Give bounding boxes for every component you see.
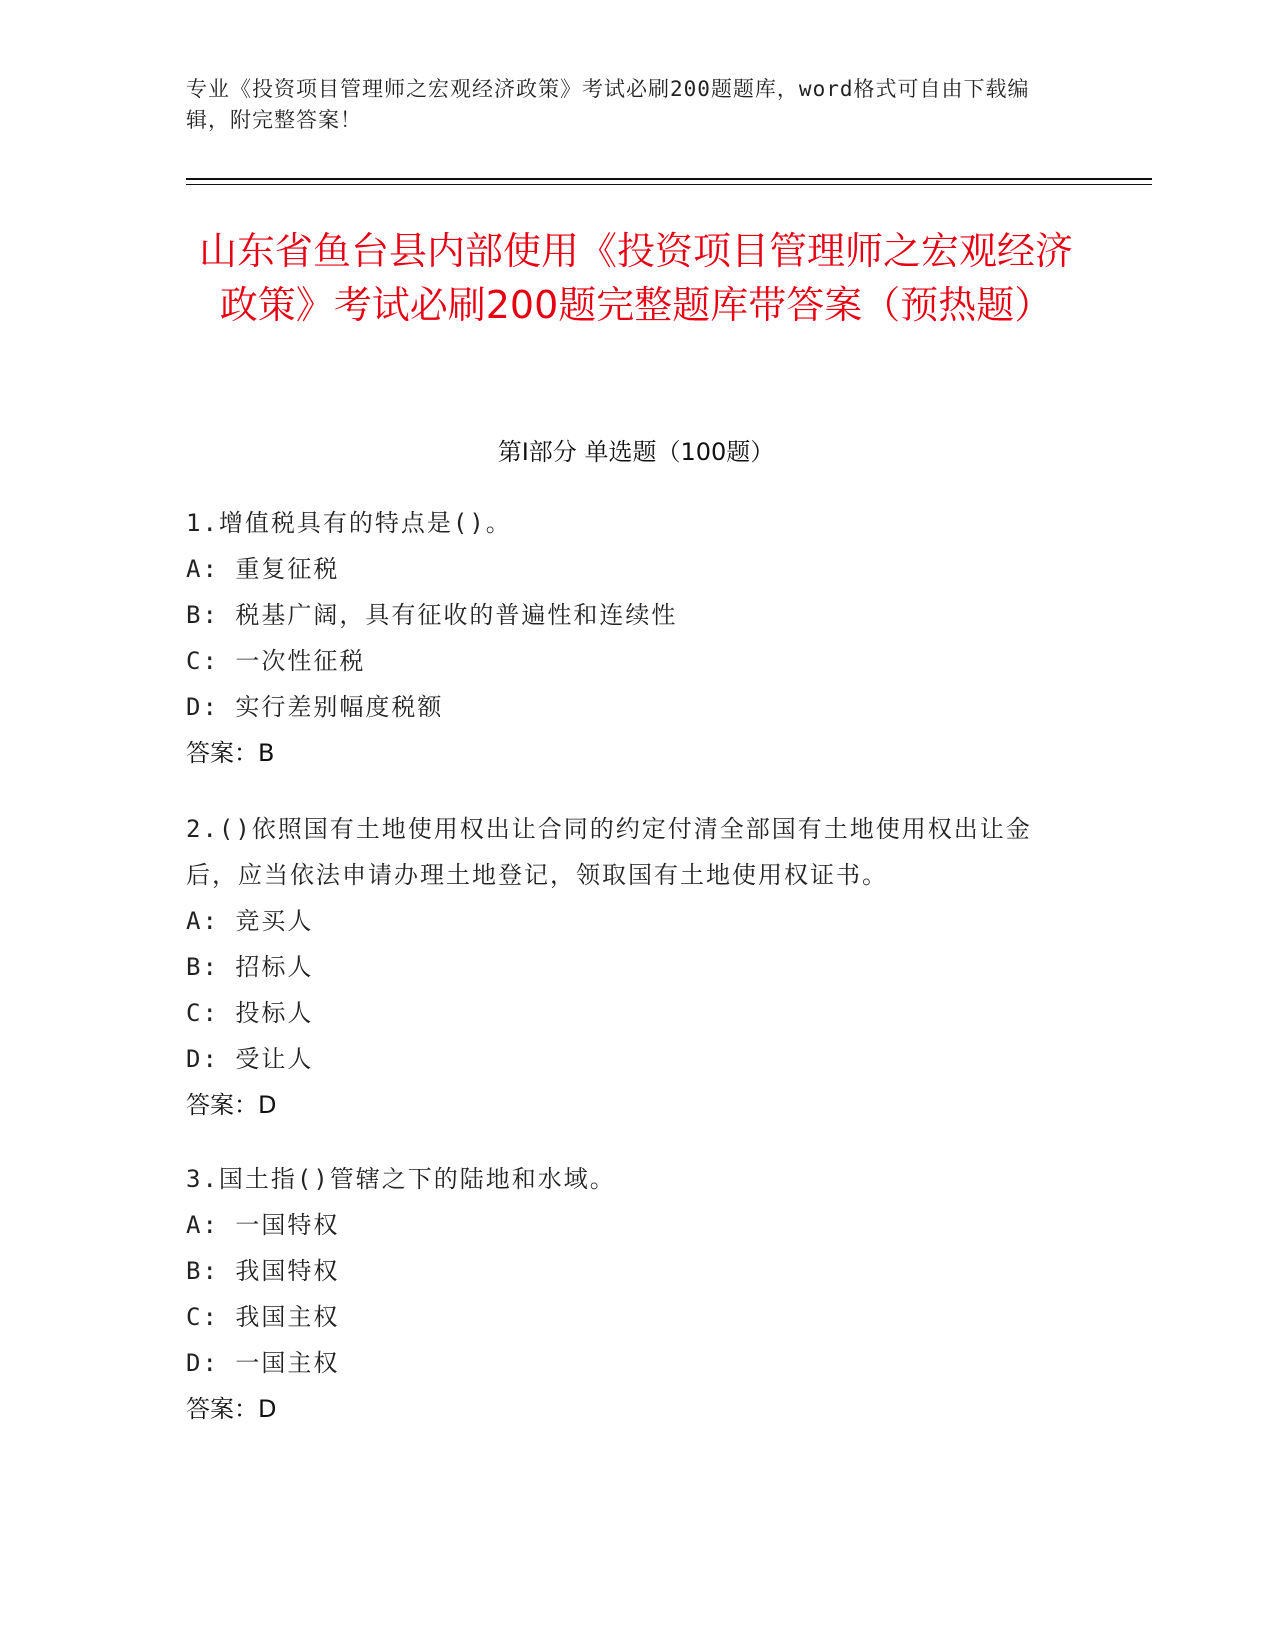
section-heading: 第Ⅰ部分 单选题（100题） [497,438,775,466]
question-1 [186,500,1066,776]
answer-line: 答案：D [186,1091,277,1119]
answer-line: 答案：D [186,1395,277,1423]
option-b: B: 我国特权 [186,1257,340,1285]
option-d: D: 一国主权 [186,1349,340,1377]
option-b: B: 税基广阔，具有征收的普遍性和连续性 [186,601,678,629]
answer-line: 答案：B [186,739,275,767]
question-2 [186,806,1066,1128]
header-note: 专业《投资项目管理师之宏观经济政策》考试必刷200题题库，word格式可自由下载编辑，附完整答案！ [186,77,1030,132]
option-c: C: 一次性征税 [186,647,366,675]
header-rule-thick [186,178,1152,180]
option-d: D: 实行差别幅度税额 [186,693,444,721]
option-c: C: 投标人 [186,999,314,1027]
option-a: A: 一国特权 [186,1211,340,1239]
option-c: C: 我国主权 [186,1303,340,1331]
question-3 [186,1156,1066,1432]
header-rule-thin [186,184,1152,185]
option-d: D: 受让人 [186,1045,314,1073]
question-stem: 3.国土指()管辖之下的陆地和水域。 [186,1165,616,1193]
option-a: A: 竞买人 [186,907,314,935]
question-stem: 1.增值税具有的特点是()。 [186,509,512,537]
question-stem: 2.()依照国有土地使用权出让合同的约定付清全部国有土地使用权出让金后，应当依法申请办理土地登记，领取国有土地使用权证书。 [186,815,1032,889]
option-a: A: 重复征税 [186,555,340,583]
option-b: B: 招标人 [186,953,314,981]
document-title: 山东省鱼台县内部使用《投资项目管理师之宏观经济政策》考试必刷200题完整题库带答案（预热题） [198,229,1073,327]
